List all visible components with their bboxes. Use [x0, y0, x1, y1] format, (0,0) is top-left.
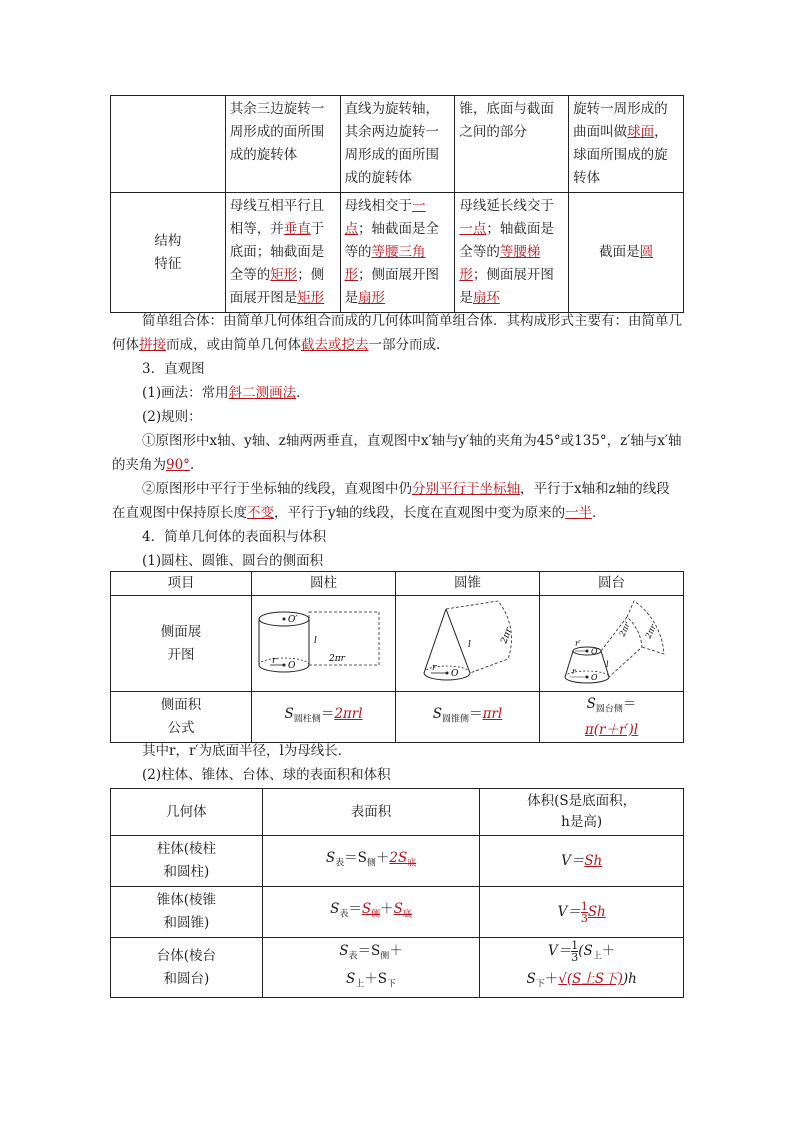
volume-cell: [480, 887, 684, 938]
cell-text: ；侧面展开图是: [459, 267, 554, 306]
answer-text: 矩形: [297, 290, 325, 306]
frustum-net-figure: [540, 596, 684, 692]
radius-note: 其中r，r′为底面半径，l为母线长．: [142, 743, 352, 759]
formula-text: ＝S: [344, 849, 367, 866]
table-cell: [569, 96, 684, 193]
row-label: 锥体(棱锥 和圆锥): [111, 887, 263, 938]
cell-text: ；侧面展开图是: [229, 267, 325, 306]
formula-text: ＋S: [364, 970, 388, 987]
label-o-prime: O′: [287, 614, 297, 625]
row-label: 结构 特征: [111, 193, 226, 313]
paragraph-text: 简单组合体：由简单几何体组合而成的几何体叫简单组合体．其构成形式主要有：由简单几何体: [112, 313, 682, 353]
table-row: [111, 193, 684, 313]
formula-text: ＋: [380, 900, 394, 917]
header-cell: 几何体: [111, 789, 263, 836]
paragraph-text: ．: [189, 457, 204, 473]
answer-text: 一点: [459, 221, 487, 237]
cell-text: 母线延长线交于: [459, 198, 554, 214]
header-cell: 项目: [111, 572, 252, 596]
table-cell: [225, 193, 340, 313]
label-r: r: [431, 662, 436, 673]
cell-text: 母线互相平行且相等，并: [229, 198, 325, 237]
label-o: O: [590, 672, 598, 682]
cell-text: 锥，底面与截面之间的部分: [459, 101, 554, 140]
formula-subscript: 上: [592, 951, 602, 962]
cell-text: 母线相交于: [344, 198, 413, 214]
paragraph-text: ，平行于y轴的线段，长度在直观图中变为原来的: [274, 505, 566, 521]
label-l: l: [605, 659, 609, 669]
answer-text: Sh: [587, 903, 606, 920]
formula-subscript: 圆台侧: [595, 704, 623, 715]
answer-subscript: 底: [402, 909, 412, 920]
formula-subscript: 侧: [380, 951, 390, 962]
lateral-area-table: [110, 571, 684, 743]
label-2pir: 2πr: [498, 626, 514, 645]
answer-text: 分别平行于坐标轴: [412, 481, 520, 497]
structure-table: [110, 95, 684, 313]
answer-text: 等腰三角形: [344, 244, 426, 283]
answer-text: 2πrl: [334, 705, 363, 722]
row-label: 柱体(棱柱 和圆柱): [111, 836, 263, 887]
formula-text: S: [325, 849, 336, 866]
label-l: l: [467, 639, 471, 650]
answer-text: √(S上S下): [558, 970, 623, 987]
formula-subscript: 表: [335, 858, 345, 869]
formula-subscript: 表: [339, 909, 349, 920]
formula-text: V＝: [561, 852, 585, 869]
header-cell: 体积(S是底面积， h是高): [480, 789, 684, 836]
table-row: [111, 692, 684, 743]
subsection-1-title: (1)圆柱、圆锥、圆台的侧面积: [142, 553, 324, 569]
row-label: 台体(棱台 和圆台): [111, 938, 263, 998]
fraction: [581, 901, 588, 924]
answer-text: 2S: [389, 849, 408, 866]
formula-subscript: 上: [355, 979, 365, 990]
answer-text: 圆: [639, 244, 654, 260]
paragraph-text: (1)画法：常用: [142, 385, 229, 401]
formula-text: ＋: [601, 943, 616, 959]
row-label: 侧面积 公式: [111, 692, 252, 743]
table-row: [111, 836, 684, 887]
answer-text: S: [361, 900, 372, 917]
formula-text: )h: [622, 970, 637, 987]
table-row: [111, 96, 684, 193]
rule-2: [112, 477, 682, 525]
surface-volume-table: [110, 788, 684, 998]
table-cell: [455, 96, 569, 193]
fraction-numerator: 1: [580, 899, 588, 913]
label-o: O: [450, 668, 458, 679]
formula-text: ＋: [544, 970, 559, 987]
cell-text: 其余三边旋转一周形成的面所围成的旋转体: [229, 101, 325, 163]
answer-text: S: [393, 900, 403, 917]
formula-text: S: [330, 900, 340, 917]
table-cell: [455, 193, 569, 313]
table-header-row: [111, 572, 684, 596]
answer-text: 一点: [344, 198, 426, 237]
cell-text: ；侧面展开图是: [344, 267, 440, 306]
table-cell: [225, 96, 340, 193]
rule-1: [112, 429, 682, 477]
formula-text: ＋: [389, 943, 403, 959]
answer-text: 矩形: [270, 267, 298, 283]
answer-text: 扇环: [472, 290, 500, 306]
formula-subscript: 圆柱侧: [293, 714, 321, 725]
formula-text: V＝: [548, 943, 572, 959]
paragraph-text: 一部分而成．: [368, 337, 450, 353]
header-cell: 圆柱: [252, 572, 396, 596]
table-row: [111, 938, 684, 998]
paragraph-text: ．: [592, 505, 606, 521]
table-cell: [111, 96, 226, 193]
answer-text: 拼接: [139, 337, 166, 353]
answer-text: 斜二测画法: [228, 385, 297, 401]
formula-text: V＝: [557, 903, 581, 920]
cell-text: 旋转一周形成的曲面叫做: [573, 101, 668, 140]
label-r-prime: r′: [574, 638, 581, 648]
rules-heading: (2)规则：: [142, 409, 202, 425]
volume-cell: [480, 836, 684, 887]
answer-subscript: 底: [407, 858, 417, 869]
formula-text: ＋: [375, 849, 390, 866]
formula-text: S: [526, 970, 536, 987]
formula-text: (S: [578, 943, 593, 959]
label-o-prime: O′: [590, 646, 599, 656]
paragraph-text: ．: [296, 385, 310, 401]
formula-text: ＝: [348, 900, 362, 917]
cone-net-diagram: [398, 599, 538, 689]
header-cell: 圆锥: [396, 572, 540, 596]
surface-area-cell: [262, 887, 480, 938]
subsection-2-title: (2)柱体、锥体、台体、球的表面积和体积: [142, 767, 391, 783]
formula-text: S: [284, 705, 294, 722]
label-l: l: [313, 635, 317, 646]
cell-text: ；轴截面是全等的: [344, 221, 440, 260]
fraction-numerator: 1: [571, 939, 579, 952]
volume-cell: [480, 938, 684, 998]
formula-text: S: [339, 943, 349, 959]
cell-text: 截面是: [599, 244, 640, 260]
cylinder-net-diagram: [254, 599, 394, 689]
answer-text: 90°: [166, 457, 190, 473]
answer-text: 等腰梯形: [459, 244, 541, 283]
formula-subscript: 下: [387, 979, 397, 990]
label-r: r: [271, 655, 276, 666]
row-label: 侧面展 开图: [111, 596, 252, 692]
fraction-denominator: 3: [571, 951, 579, 964]
answer-text: 一半: [565, 505, 593, 521]
answer-text: Sh: [584, 852, 603, 869]
paragraph-text: 而成，或由简单几何体: [166, 337, 301, 353]
section-4-title: 4．简单几何体的表面积与体积: [142, 529, 327, 545]
answer-text: 截去或挖去: [301, 337, 369, 353]
method-line: [112, 381, 682, 405]
cell-text: ；轴截面是全等的: [459, 221, 554, 260]
formula-subscript: 下: [535, 979, 545, 990]
combo-paragraph: [112, 309, 682, 357]
formula-text: ＝: [469, 705, 483, 722]
table-cell: [340, 193, 455, 313]
answer-text: 扇形: [358, 290, 386, 306]
answer-text: πrl: [482, 705, 503, 722]
formula-text: S: [432, 705, 443, 722]
cylinder-net-figure: [252, 596, 396, 692]
answer-subscript: 侧: [371, 909, 381, 920]
table-cell: [569, 193, 684, 313]
surface-area-cell: [262, 938, 480, 998]
fraction-denominator: 3: [580, 911, 588, 925]
surface-area-cell: [262, 836, 480, 887]
formula-cell: [252, 692, 396, 743]
answer-text: 球面: [627, 124, 655, 140]
answer-text: 垂直: [283, 221, 311, 237]
header-cell: 表面积: [262, 789, 480, 836]
cell-text: 直线为旋转轴，其余两边旋转一周形成的面所围成的旋转体: [344, 101, 440, 186]
paragraph-text: ①原图形中x轴、y轴、z轴两两垂直，直观图中x′轴与y′轴的夹角为45°或135°，z′轴与x′轴的夹角为: [112, 433, 682, 473]
section-3-title: 3．直观图: [142, 361, 205, 377]
cell-text: ，球面所围成的旋转体: [573, 124, 668, 186]
formula-text: S: [346, 970, 356, 987]
formula-text: S: [586, 696, 596, 713]
frustum-net-diagram: [542, 599, 682, 689]
formula-subscript: 圆锥侧: [442, 714, 470, 725]
formula-text: ＝: [320, 705, 335, 722]
paragraph-text: ，平行于x轴和z轴的线段在直观图中保持原长度: [112, 481, 670, 521]
label-2pir: 2πr: [328, 653, 345, 664]
label-2pir-prime: 2πr′: [617, 619, 633, 638]
answer-text: 不变: [247, 505, 274, 521]
formula-subscript: 侧: [366, 858, 376, 869]
cell-text: 于底面；轴截面是全等的: [229, 221, 325, 283]
table-cell: [340, 96, 455, 193]
formula-cell: [540, 692, 684, 743]
table-header-row: [111, 789, 684, 836]
cone-net-figure: [396, 596, 540, 692]
header-cell: 圆台: [540, 572, 684, 596]
formula-cell: [396, 692, 540, 743]
table-row: [111, 596, 684, 692]
formula-text: ＝: [622, 696, 637, 713]
table-row: [111, 887, 684, 938]
formula-subscript: 表: [348, 951, 358, 962]
formula-text: ＝S: [357, 943, 381, 959]
paragraph-text: ②原图形中平行于坐标轴的线段，直观图中仍: [142, 481, 412, 497]
label-r: r: [571, 666, 576, 676]
label-o: O: [287, 660, 295, 671]
label-2pir: 2πr: [643, 622, 658, 640]
answer-text: π(r＋r′)l: [584, 721, 639, 738]
